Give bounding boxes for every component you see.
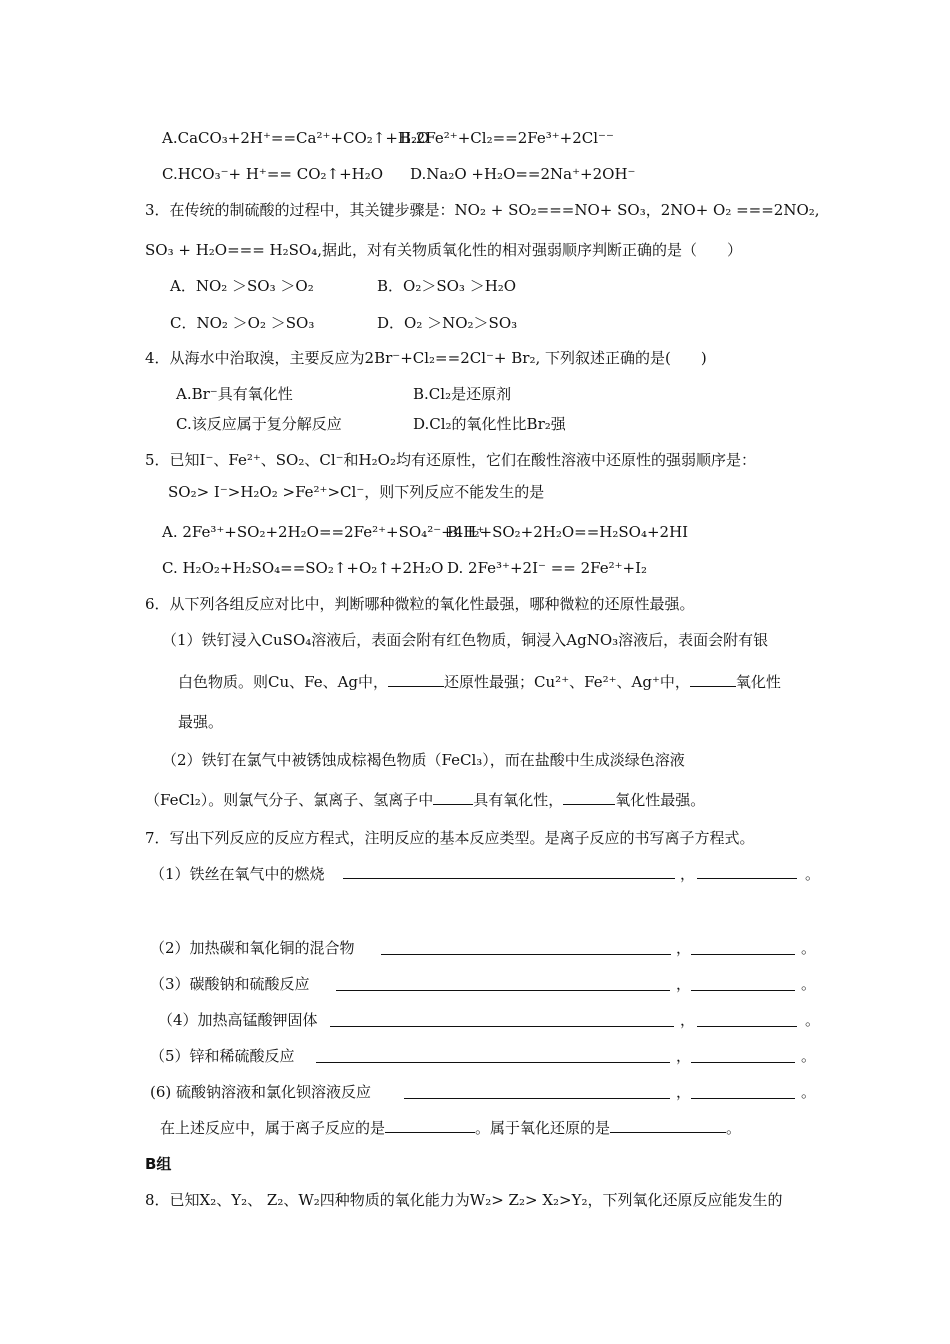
q7-item-3-period: 。 xyxy=(801,975,817,993)
q7-summary-text-c: 。 xyxy=(726,1119,742,1137)
q3-option-a: A．NO₂ ＞SO₃ ＞O₂ xyxy=(170,277,314,295)
q3-stem-line1: 3．在传统的制硫酸的过程中，其关键步骤是：NO₂ + SO₂===NO+ SO₃，2NO+ O₂ ===2NO₂, xyxy=(145,201,820,219)
q7-item-2-period: 。 xyxy=(801,939,817,957)
q7-redox-answer-blank[interactable] xyxy=(610,1118,726,1133)
q3-option-d: D．O₂ ＞NO₂＞SO₃ xyxy=(377,314,518,332)
q6-part1-text-a: 白色物质。则Cu、Fe、Ag中， xyxy=(178,673,389,691)
q6-part1-line3: 最强。 xyxy=(178,713,224,731)
q7-item-4-comma: ， xyxy=(680,1011,696,1029)
q4-stem: 4．从海水中治取溴，主要反应为2Br⁻+Cl₂==2Cl⁻+ Br₂, 下列叙述正确的是( ) xyxy=(145,349,707,367)
q7-summary xyxy=(160,1118,741,1138)
q6-part2-text-a: （FeCl₂）。则氯气分子、氯离子、氢离子中 xyxy=(145,791,434,809)
q7-item-6-type-blank[interactable] xyxy=(691,1084,795,1099)
q4-option-a: A.Br⁻具有氧化性 xyxy=(176,385,293,403)
q7-item-2-comma: ， xyxy=(676,939,692,957)
q4-option-b: B.Cl₂是还原剂 xyxy=(413,385,512,403)
q4-option-d: D.Cl₂的氧化性比Br₂强 xyxy=(413,415,566,433)
q7-item-3-label: （3）碳酸钠和硫酸反应 xyxy=(150,975,310,993)
q7-item-5-equation-blank[interactable] xyxy=(316,1048,670,1063)
q5-stem-line2: SO₂> I⁻>H₂O₂ >Fe²⁺>Cl⁻，则下列反应不能发生的是 xyxy=(168,483,545,501)
q2-option-c: C.HCO₃⁻+ H⁺== CO₂↑+H₂O xyxy=(162,165,384,183)
q6-part1-line2 xyxy=(178,672,781,692)
q7-item-3-equation-blank[interactable] xyxy=(336,976,670,991)
q2-option-b: B.2Fe²⁺+Cl₂==2Fe³⁺+2Cl⁻⁻ xyxy=(400,129,614,147)
q7-summary-text-b: 。属于氧化还原的是 xyxy=(475,1119,611,1137)
q8-stem: 8．已知X₂、Y₂、 Z₂、W₂四种物质的氧化能力为W₂> Z₂> X₂>Y₂，下列氧化还原反应能发生的 xyxy=(145,1191,783,1209)
q2-option-d: D.Na₂O +H₂O==2Na⁺+2OH⁻ xyxy=(410,165,636,183)
q5-option-d: D. 2Fe³⁺+2I⁻ == 2Fe²⁺+I₂ xyxy=(447,559,648,577)
q7-item-5-type-blank[interactable] xyxy=(691,1048,795,1063)
q7-item-1-period: 。 xyxy=(805,865,821,883)
q7-item-5-comma: ， xyxy=(676,1047,692,1065)
q5-option-c: C. H₂O₂+H₂SO₄==SO₂↑+O₂↑+2H₂O xyxy=(162,559,444,577)
q4-option-c: C.该反应属于复分解反应 xyxy=(176,415,342,433)
q5-stem: 5．已知I⁻、Fe²⁺、SO₂、Cl⁻和H₂O₂均有还原性，它们在酸性溶液中还原性的强弱顺序是： xyxy=(145,451,756,469)
q7-item-4-period: 。 xyxy=(805,1011,821,1029)
q2-option-a: A.CaCO₃+2H⁺==Ca²⁺+CO₂↑+H₂O xyxy=(162,129,430,147)
q7-item-4-equation-blank[interactable] xyxy=(330,1012,674,1027)
q7-item-6-equation-blank[interactable] xyxy=(404,1084,670,1099)
q7-item-5-period: 。 xyxy=(801,1047,817,1065)
q7-item-6-label: (6) 硫酸钠溶液和氯化钡溶液反应 xyxy=(150,1083,372,1101)
q7-ionic-answer-blank[interactable] xyxy=(385,1118,475,1133)
q6-answer-blank-3[interactable] xyxy=(433,790,473,805)
q5-option-b: B. I₂+SO₂+2H₂O==H₂SO₄+2HI xyxy=(447,523,689,541)
q7-item-1-type-blank[interactable] xyxy=(697,864,797,879)
q7-item-1-label: （1）铁丝在氧气中的燃烧 xyxy=(150,865,325,883)
q7-item-2-equation-blank[interactable] xyxy=(381,940,671,955)
q6-part2-line1: （2）铁钉在氯气中被锈蚀成棕褐色物质（FeCl₃），而在盐酸中生成淡绿色溶液 xyxy=(162,751,685,769)
q5-option-a: A. 2Fe³⁺+SO₂+2H₂O==2Fe²⁺+SO₄²⁻+4H⁺ xyxy=(162,523,485,541)
q7-item-4-label: （4）加热高锰酸钾固体 xyxy=(158,1011,318,1029)
q6-stem: 6．从下列各组反应对比中，判断哪种微粒的氧化性最强，哪种微粒的还原性最强。 xyxy=(145,595,695,613)
q7-item-6-comma: ， xyxy=(676,1083,692,1101)
q6-part1-text-b: 还原性最强；Cu²⁺、Fe²⁺、Ag⁺中， xyxy=(444,673,690,691)
q6-part2-text-b: 具有氧化性， xyxy=(473,791,564,809)
q6-answer-blank-2[interactable] xyxy=(690,672,736,687)
q6-part1-text-c: 氧化性 xyxy=(735,673,781,691)
q7-item-1-equation-blank[interactable] xyxy=(343,864,675,879)
q3-option-b: B．O₂＞SO₃ ＞H₂O xyxy=(377,277,517,295)
q7-item-6-period: 。 xyxy=(801,1083,817,1101)
q6-part1-line1: （1）铁钉浸入CuSO₄溶液后，表面会附有红色物质，铜浸入AgNO₃溶液后，表面会附有银 xyxy=(162,631,769,649)
q6-part2-text-c: 氧化性最强。 xyxy=(615,791,706,809)
q6-answer-blank-1[interactable] xyxy=(388,672,444,687)
section-b-heading: B组 xyxy=(145,1155,172,1173)
q7-stem: 7．写出下列反应的反应方程式，注明反应的基本反应类型。是离子反应的书写离子方程式。 xyxy=(145,829,755,847)
q3-stem-line2: SO₃ + H₂O=== H₂SO₄,据此，对有关物质氧化性的相对强弱顺序判断正确的是（ ） xyxy=(145,241,743,259)
q7-summary-text-a: 在上述反应中，属于离子反应的是 xyxy=(160,1119,386,1137)
q7-item-5-label: （5）锌和稀硫酸反应 xyxy=(150,1047,295,1065)
q6-answer-blank-4[interactable] xyxy=(563,790,615,805)
q7-item-1-comma: ， xyxy=(680,865,696,883)
q7-item-2-label: （2）加热碳和氧化铜的混合物 xyxy=(150,939,355,957)
q7-item-3-comma: ， xyxy=(676,975,692,993)
q7-item-4-type-blank[interactable] xyxy=(697,1012,797,1027)
q3-option-c: C．NO₂ ＞O₂ ＞SO₃ xyxy=(170,314,315,332)
q7-item-3-type-blank[interactable] xyxy=(691,976,795,991)
q6-part2-line2 xyxy=(145,790,705,810)
q7-item-2-type-blank[interactable] xyxy=(691,940,795,955)
